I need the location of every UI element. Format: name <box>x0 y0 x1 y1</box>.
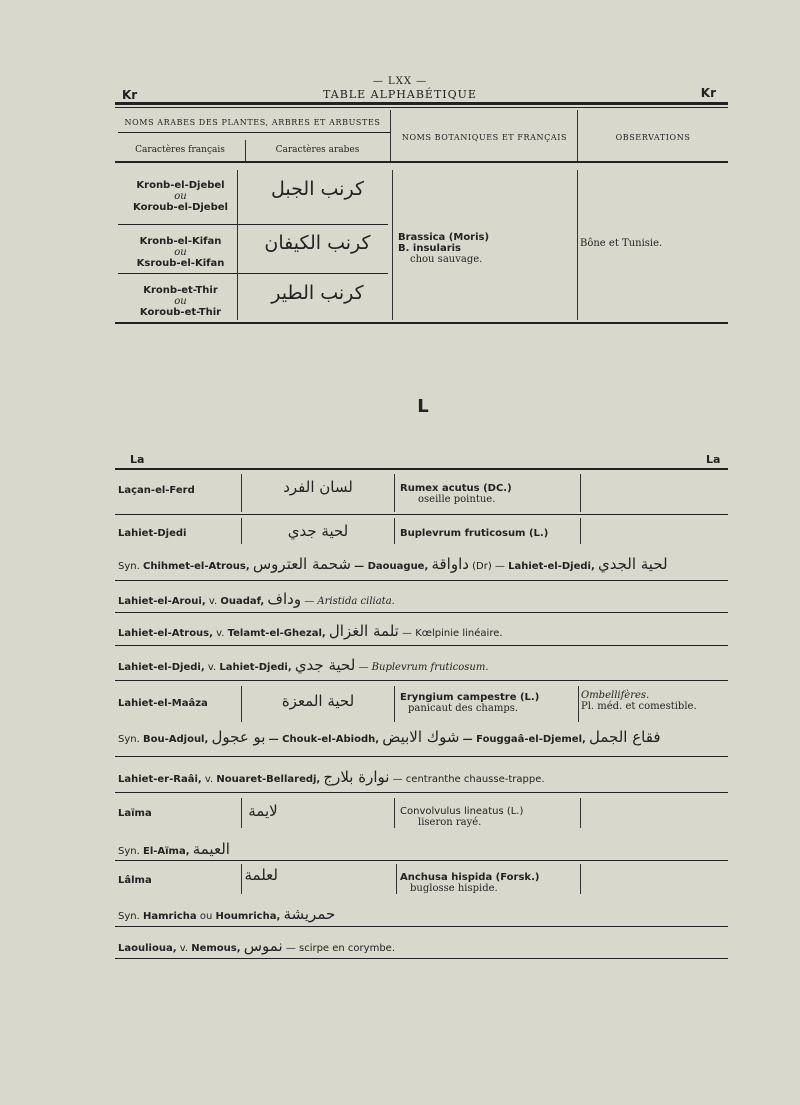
arabic-name: شوك الابيض <box>382 728 460 746</box>
syn-term: Lahiet-el-Djedi, <box>508 561 595 572</box>
botanical-name: Anchusa hispida (Forsk.) <box>400 872 540 883</box>
col-observations: OBSERVATIONS <box>615 133 691 142</box>
observation-line: Pl. méd. et comestible. <box>581 701 697 712</box>
col-divider <box>580 798 581 828</box>
ou-label: ou <box>199 911 213 922</box>
entry-name: Kronb-el-Djebel <box>136 180 225 191</box>
syn-prefix: Syn. <box>118 561 140 572</box>
entry-aroui <box>118 590 395 608</box>
col-divider <box>241 686 242 722</box>
entry-name: Lahiet-el-Djedi, <box>118 662 205 673</box>
section-letter: L <box>417 396 429 417</box>
entry-alt-name: Koroub-el-Djebel <box>133 202 228 213</box>
arabic-name: لحية جدي <box>287 522 349 540</box>
entry-name: Lahiet-er-Raâi, <box>118 774 202 785</box>
la-right-tag: La <box>706 453 721 466</box>
syn-note: (Dr) — <box>472 561 505 572</box>
entry-ref: Nemous, <box>191 943 241 954</box>
arabic-name: نموس <box>243 937 283 955</box>
col-divider <box>394 474 395 512</box>
entry-raai <box>118 768 545 786</box>
entry-ref: Lahiet-Djedi, <box>219 662 292 673</box>
entry-el-djedi <box>118 656 489 674</box>
arabic-name: لسان الفرد <box>283 478 353 496</box>
table-header-rule <box>115 161 728 163</box>
ou-label: ou <box>174 191 187 202</box>
syn-term: Hamricha <box>142 911 197 922</box>
header-left-tag: Kr <box>122 88 138 102</box>
col-botanical: NOMS BOTANIQUES ET FRANÇAIS <box>401 133 568 142</box>
entry-alt-name: Koroub-et-Thir <box>139 307 222 318</box>
entry-name: Lâlma <box>118 875 152 886</box>
syn-prefix: Syn. <box>118 911 140 922</box>
ou-label: ou <box>174 296 187 307</box>
col-divider <box>245 140 246 162</box>
synonyms-line <box>118 728 661 746</box>
header-right-tag: Kr <box>700 86 716 100</box>
entry-name: Laçan-el-Ferd <box>118 485 195 496</box>
entry-name: Laïma <box>118 808 152 819</box>
col-divider <box>580 518 581 544</box>
observation: Bône et Tunisie. <box>580 238 663 249</box>
row-divider <box>115 580 728 581</box>
entry-tail: — Kœlpinie linéaire. <box>402 628 503 639</box>
see-label: v. <box>216 628 225 639</box>
row-divider <box>118 273 388 274</box>
see-label: v. <box>208 596 218 607</box>
arabic-name: بو عجول <box>211 728 266 746</box>
french-name: oseille pointue. <box>418 494 496 505</box>
see-label: v. <box>207 662 217 673</box>
la-left-tag: La <box>130 453 145 466</box>
entry-name: Kronb-el-Kifan <box>139 236 222 247</box>
arabic-name: لحية الجدي <box>597 555 668 573</box>
see-label: v. <box>179 943 189 954</box>
col-divider <box>394 798 395 828</box>
botanical <box>400 806 523 828</box>
page-title: TABLE ALPHABÉTIQUE <box>323 88 477 101</box>
botanical-name: Brassica (Moris) <box>398 232 490 243</box>
french-name: liseron rayé. <box>418 817 482 828</box>
col-divider <box>394 518 395 544</box>
syn-prefix: Syn. <box>118 846 140 857</box>
col-divider <box>578 686 579 722</box>
arabic-name: داواقة <box>431 555 469 573</box>
entry-ref: Telamt-el-Ghezal, <box>227 628 326 639</box>
entry-tail: — scirpe en corymbe. <box>285 943 396 954</box>
syn-term: — Fouggaâ-el-Djemel, <box>462 734 586 745</box>
syn-term: — Daouague, <box>354 561 429 572</box>
arabic-name: شحمة العتروس <box>252 555 351 573</box>
syn-term: Bou-Adjoul, <box>142 734 209 745</box>
col-divider <box>396 864 397 894</box>
arabic-name: وداف <box>267 590 302 608</box>
row-divider <box>115 792 728 793</box>
col-divider <box>241 864 242 894</box>
row-divider <box>115 926 728 927</box>
synonyms-line <box>118 555 668 573</box>
col-divider <box>392 170 393 320</box>
col-divider <box>241 518 242 544</box>
botanical-name: Rumex acutus (DC.) <box>400 483 512 494</box>
col-divider <box>577 170 578 320</box>
row-divider <box>118 224 388 225</box>
entry-name: Lahiet-Djedi <box>118 528 187 539</box>
col-arabic-chars: Caractères arabes <box>275 145 360 155</box>
kr-botanical <box>398 232 489 265</box>
arabic-name: فقاع الجمل <box>589 728 661 746</box>
header-rule-thin <box>115 107 728 108</box>
entry-name: Lahiet-el-Aroui, <box>118 596 206 607</box>
synonyms-line <box>118 905 335 923</box>
botanical-name: Convolvulus lineatus (L.) <box>400 806 524 817</box>
col-divider <box>577 110 578 162</box>
entry-kronb-el-kifan <box>118 236 243 269</box>
header-subrule <box>118 132 390 133</box>
col-divider <box>390 110 391 162</box>
botanical <box>400 483 512 505</box>
entry-tail: — Aristida ciliata. <box>304 596 395 607</box>
row-divider <box>115 680 728 681</box>
col-group-arabic-names: NOMS ARABES DES PLANTES, ARBRES ET ARBUSTES <box>124 118 381 127</box>
entry-name: Kronb-et-Thir <box>143 285 218 296</box>
syn-term: — Chouk-el-Abiodh, <box>268 734 380 745</box>
syn-term: Houmricha, <box>215 911 281 922</box>
french-name: buglosse hispide. <box>410 883 498 894</box>
row-divider <box>115 756 728 757</box>
entry-kronb-et-thir <box>118 285 243 318</box>
botanical <box>400 872 539 894</box>
arabic-name: كرنب الكيفان <box>264 232 371 254</box>
row-divider <box>115 645 728 646</box>
ou-label: ou <box>174 247 187 258</box>
arabic-name: كرنب الجبل <box>271 178 364 200</box>
entry-name: Laoulioua, <box>118 943 177 954</box>
col-divider <box>241 798 242 828</box>
section-rule <box>115 322 728 324</box>
see-label: v. <box>204 774 214 785</box>
entry-atrous <box>118 622 503 640</box>
syn-term: El-Aïma, <box>142 846 190 857</box>
french-name: panicaut des champs. <box>408 703 519 714</box>
entry-ref: Nouaret-Bellaredj, <box>216 774 321 785</box>
botanical-name: Buplevrum fruticosum (L.) <box>400 528 549 539</box>
col-divider <box>241 474 242 512</box>
row-divider <box>115 958 728 959</box>
entry-name: Lahiet-el-Atrous, <box>118 628 213 639</box>
col-divider <box>394 686 395 722</box>
arabic-name: تلمة الغزال <box>328 622 399 640</box>
entry-tail: — centranthe chausse-trappe. <box>392 774 545 785</box>
col-divider <box>237 170 238 320</box>
entry-tail: — Buplevrum fruticosum. <box>358 662 489 673</box>
botanical-name: B. insularis <box>398 243 462 254</box>
row-divider <box>115 860 728 861</box>
entry-ref: Ouadaf, <box>220 596 265 607</box>
botanical <box>400 692 539 714</box>
arabic-name: حمريشة <box>283 905 336 923</box>
entry-laoulioua <box>118 937 395 955</box>
col-french-chars: Caractères français <box>135 145 225 155</box>
synonyms-line <box>118 840 230 858</box>
col-divider <box>580 864 581 894</box>
header-rule <box>115 102 728 105</box>
col-divider <box>580 474 581 512</box>
entry-name: Lahiet-el-Maâza <box>118 698 208 709</box>
arabic-name: نوارة بلارج <box>323 768 390 786</box>
page-number: — LXX — <box>372 76 428 87</box>
observation <box>581 690 697 712</box>
entry-kronb-el-djebel <box>118 180 243 213</box>
arabic-name: كرنب الطير <box>271 282 364 304</box>
observation-line: Ombellifères. <box>581 690 650 701</box>
entry-alt-name: Ksroub-el-Kifan <box>136 258 225 269</box>
arabic-name: العيمة <box>192 840 230 858</box>
row-divider <box>115 514 728 515</box>
french-name: chou sauvage. <box>410 254 483 265</box>
syn-term: Chihmet-el-Atrous, <box>142 561 250 572</box>
arabic-name: لايمة <box>248 802 278 820</box>
arabic-name: لحية المعزة <box>281 692 355 710</box>
section-rule <box>115 468 728 470</box>
arabic-name: لحية جدي <box>294 656 356 674</box>
arabic-name: لعلمة <box>244 866 278 884</box>
botanical-name: Eryngium campestre (L.) <box>400 692 540 703</box>
row-divider <box>115 612 728 613</box>
syn-prefix: Syn. <box>118 734 140 745</box>
